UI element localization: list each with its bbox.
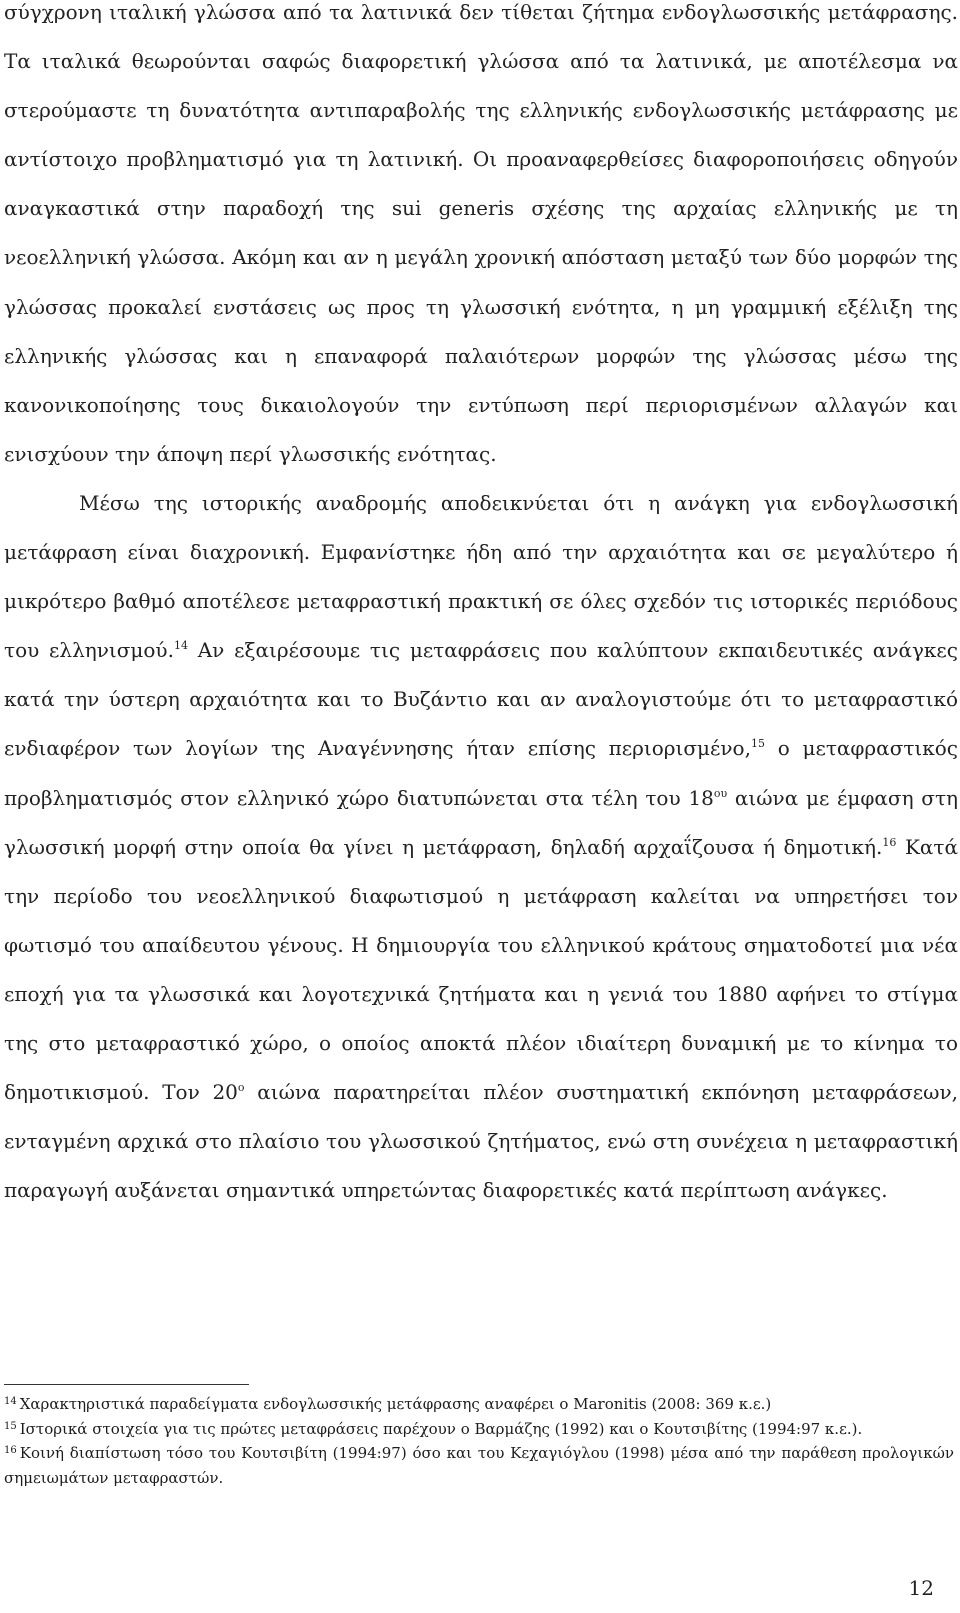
footnote-15 xyxy=(4,1417,954,1442)
footnote-text: Κοινή διαπίστωση τόσο του Κουτσιβίτη (1994:97) όσο και του Κεχαγιόγλου (1998) μέσα από την παράθεση προλογικών σημειωμάτων μεταφραστών. xyxy=(4,1444,954,1487)
paragraph-2 xyxy=(4,479,958,1215)
footnote-number: 14 xyxy=(4,1396,17,1407)
paragraph-1: σύγχρονη ιταλική γλώσσα από τα λατινικά δεν τίθεται ζήτημα ενδογλωσσικής μετάφρασης. Τα ιταλικά θεωρούνται σαφώς διαφορετική γλώσσα από τα λατινικά, με αποτέλεσμα να στερούμαστε τη δυνατότητα αντιπαραβολής της ελληνικής ενδογλωσσικής μετάφρασης με αντίστοιχο προβληματισμό για τη λατινική. Οι προαναφερθείσες διαφοροποιήσεις οδηγούν αναγκαστικά στην παραδοχή της sui generis σχέσης της αρχαίας ελληνικής με τη νεοελληνική γλώσσα. Ακόμη και αν η μεγάλη χρονική απόσταση μεταξύ των δύο μορφών της γλώσσας προκαλεί ενστάσεις ως προς τη γλωσσική ενότητα, η μη γραμμική εξέλιξη της ελληνικής γλώσσας και η επαναφορά παλαιότερων μορφών της γλώσσας μέσω της κανονικοποίησης τους δικαιολογούν την εντύπωση περί περιορισμένων αλλαγών και ενισχύουν την άποψη περί γλωσσικής ενότητας. xyxy=(4,0,958,466)
superscript-o: ο xyxy=(237,1081,245,1095)
text-segment: Κατά την περίοδο του νεοελληνικού διαφωτισμού η μετάφραση καλείται να υπηρετήσει τον φωτισμό του απαίδευτου γένους. Η δημιουργία του ελληνικού κράτους σηματοδοτεί μια νέα εποχή για τα γλωσσικά και λογοτεχνικά ζητήματα και η γενιά του 1880 αφήνει το στίγμα της στο μεταφραστικό χώρο, ο οποίος αποκτά πλέον ιδιαίτερη δυναμική με το κίνημα το δημοτικισμού. Τον 20 xyxy=(4,834,958,1105)
footnote-14 xyxy=(4,1392,954,1417)
footnote-number: 15 xyxy=(4,1420,17,1432)
footnotes xyxy=(4,1392,954,1490)
text-segment: αιώνα παρατηρείται πλέον συστηματική εκπόνηση μεταφράσεων, ενταγμένη αρχικά στο πλαίσιο του γλωσσικού ζητήματος, ενώ στη συνέχεια η μεταφραστική παραγωγή αυξάνεται σημαντικά υπηρετώντας διαφορετικές κατά περίπτωση ανάγκες. xyxy=(4,1080,958,1203)
footnote-number: 16 xyxy=(4,1445,17,1456)
text-segment: ο μεταφραστικός προβληματισμός στον ελληνικό χώρο διατυπώνεται στα τέλη του 18 xyxy=(4,736,958,810)
text-segment: Μέσω της ιστορικής αναδρομής αποδεικνύεται ότι η ανάγκη για ενδογλωσσική μετάφραση είναι διαχρονική. Εμφανίστηκε ήδη από την αρχαιότητα και σε μεγαλύτερο ή μικρότερο βαθμό αποτέλεσε μεταφραστική πρακτική σε όλες σχεδόν τις ιστορικές περιόδους του ελληνισμού. xyxy=(4,490,958,663)
page-number: 12 xyxy=(908,1576,934,1600)
main-text xyxy=(4,0,958,1215)
footnote-ref-16: 16 xyxy=(882,835,897,849)
footnote-16 xyxy=(4,1441,954,1490)
superscript-ou: ου xyxy=(713,786,728,800)
footnote-text: Χαρακτηριστικά παραδείγματα ενδογλωσσικής μετάφρασης αναφέρει ο Maronitis (2008: 369 κ.ε.) xyxy=(19,1395,772,1413)
footnote-separator xyxy=(4,1384,249,1385)
text-segment: αιώνα με έμφαση στη γλωσσική μορφή στην οποία θα γίνει η μετάφραση, δηλαδή αρχαΐζουσα ή δημοτική. xyxy=(4,785,958,859)
footnote-ref-14: 14 xyxy=(173,639,188,653)
footnote-text: Ιστορικά στοιχεία για τις πρώτες μεταφράσεις παρέχουν ο Βαρμάζης (1992) και ο Κουτσιβίτης (1994:97 κ.ε.). xyxy=(19,1419,863,1438)
text-segment: Αν εξαιρέσουμε τις μεταφράσεις που καλύπτουν εκπαιδευτικές ανάγκες κατά την ύστερη αρχαιότητα και το Βυζάντιο και αν αναλογιστούμε ότι το μεταφραστικό ενδιαφέρον των λογίων της Αναγέννησης ήταν επίσης περιορισμένο, xyxy=(4,638,958,761)
footnote-ref-15: 15 xyxy=(750,737,765,751)
